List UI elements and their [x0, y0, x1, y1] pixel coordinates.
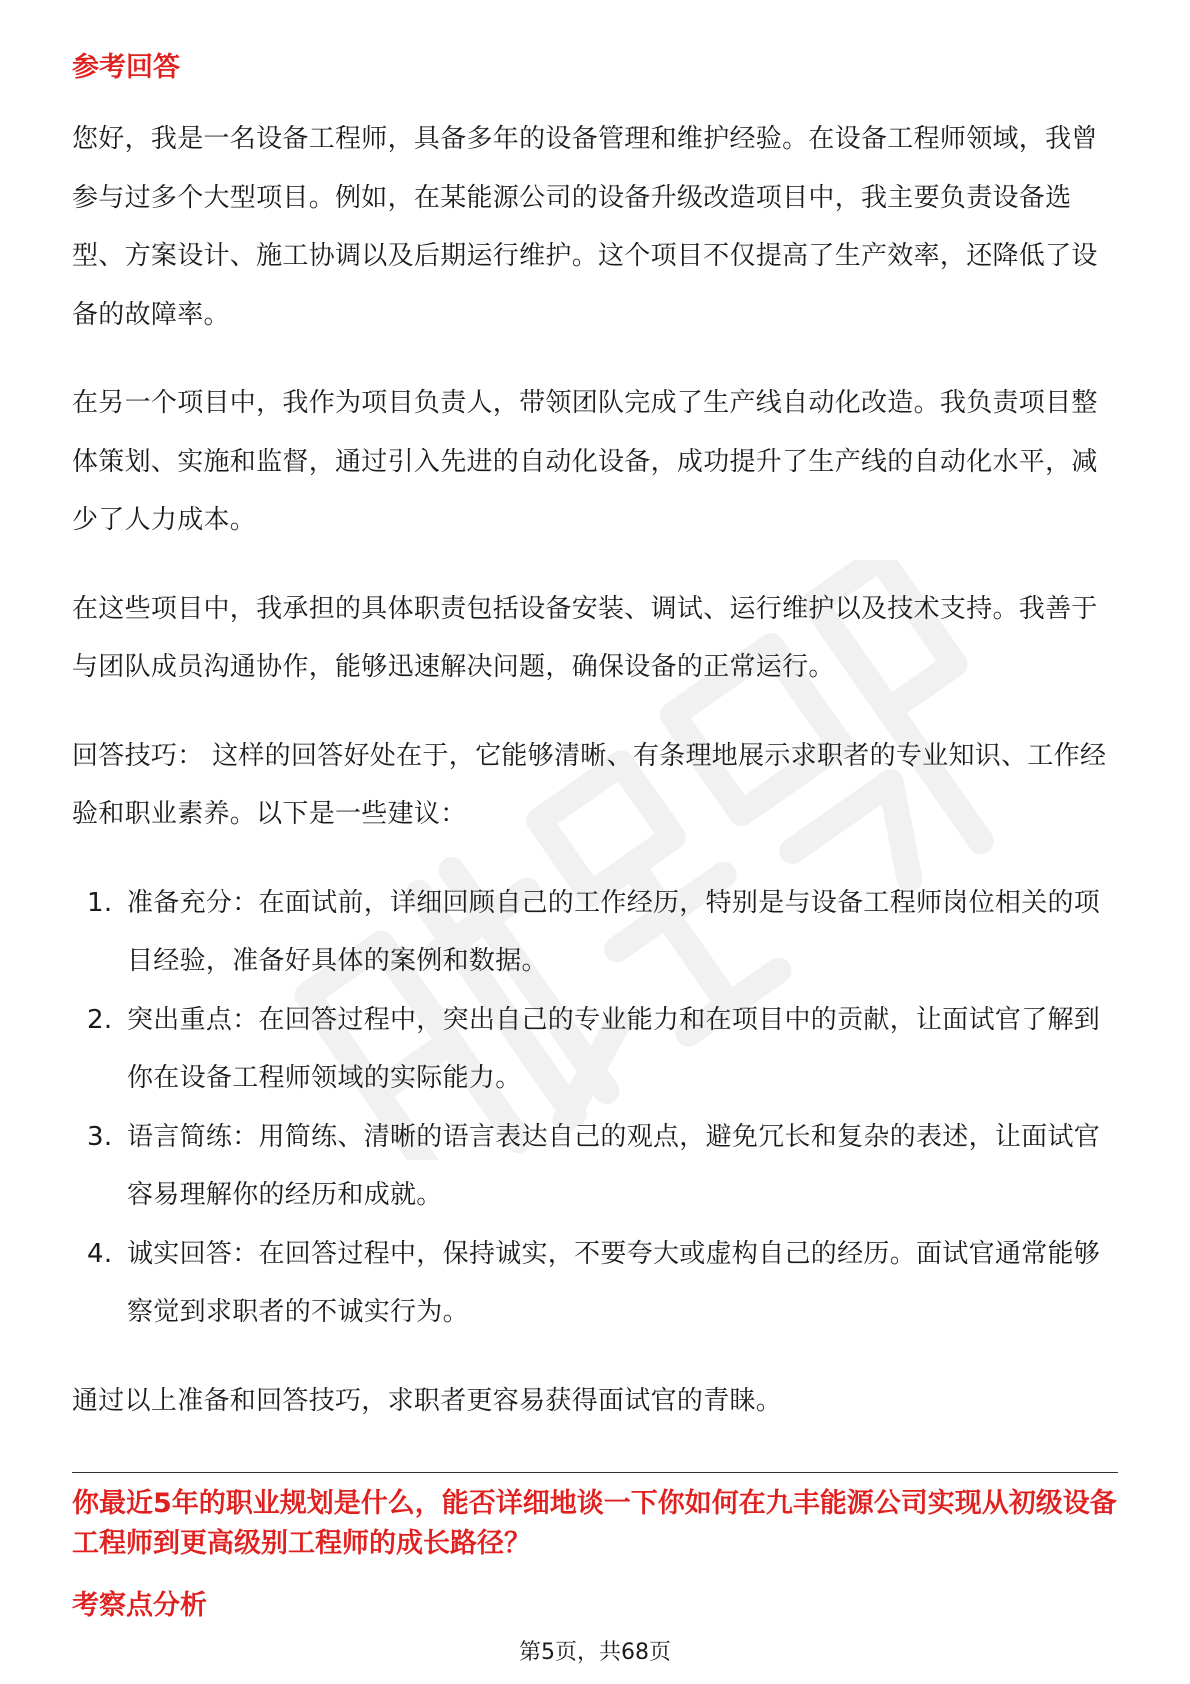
- tip-text: 语言简练：用简练、清晰的语言表达自己的观点，避免冗长和复杂的表述，让面试官容易理解你的经历和成就。: [127, 1121, 1101, 1210]
- tip-item: [72, 874, 1118, 991]
- answer-paragraph-1: 您好，我是一名设备工程师，具备多年的设备管理和维护经验。在设备工程师领域，我曾参与过多个大型项目。例如，在某能源公司的设备升级改造项目中，我主要负责设备选型、方案设计、施工协调以及后期运行维护。这个项目不仅提高了生产效率，还降低了设备的故障率。: [72, 124, 1098, 330]
- tip-text: 诚实回答：在回答过程中，保持诚实，不要夸大或虚构自己的经历。面试官通常能够察觉到求职者的不诚实行为。: [127, 1238, 1101, 1327]
- tip-item: [72, 1225, 1118, 1342]
- next-question: 你最近5年的职业规划是什么，能否详细地谈一下你如何在九丰能源公司实现从初级设备工程师到更高级别工程师的成长路径？: [72, 1488, 1117, 1559]
- section-divider: [72, 1472, 1118, 1473]
- analysis-heading: 考察点分析: [72, 1590, 207, 1621]
- tip-item: [72, 991, 1118, 1108]
- closing-paragraph: 通过以上准备和回答技巧，求职者更容易获得面试官的青睐。: [72, 1385, 783, 1416]
- tip-item: [72, 1108, 1118, 1225]
- answer-tips-intro: 回答技巧： 这样的回答好处在于，它能够清晰、有条理地展示求职者的专业知识、工作经验和职业素养。以下是一些建议：: [72, 740, 1107, 829]
- answer-paragraph-2: 在另一个项目中，我作为项目负责人，带领团队完成了生产线自动化改造。我负责项目整体策划、实施和监督，通过引入先进的自动化设备，成功提升了生产线的自动化水平，减少了人力成本。: [72, 388, 1098, 535]
- page-number-footer: 第5页，共68页: [519, 1640, 671, 1665]
- tip-text: 准备充分：在面试前，详细回顾自己的工作经历，特别是与设备工程师岗位相关的项目经验，准备好具体的案例和数据。: [127, 887, 1101, 976]
- tip-number: 4.: [87, 1238, 113, 1269]
- tip-number: 2.: [87, 1004, 113, 1035]
- answer-section: [72, 48, 1118, 1430]
- tips-list: [72, 874, 1118, 1342]
- answer-paragraph-3: 在这些项目中，我承担的具体职责包括设备安装、调试、运行维护以及技术支持。我善于与团队成员沟通协作，能够迅速解决问题，确保设备的正常运行。: [72, 593, 1098, 682]
- tip-text: 突出重点：在回答过程中，突出自己的专业能力和在项目中的贡献，让面试官了解到你在设备工程师领域的实际能力。: [127, 1004, 1101, 1093]
- tip-number: 1.: [87, 887, 113, 918]
- tip-number: 3.: [87, 1121, 113, 1152]
- reference-answer-heading: 参考回答: [72, 52, 180, 83]
